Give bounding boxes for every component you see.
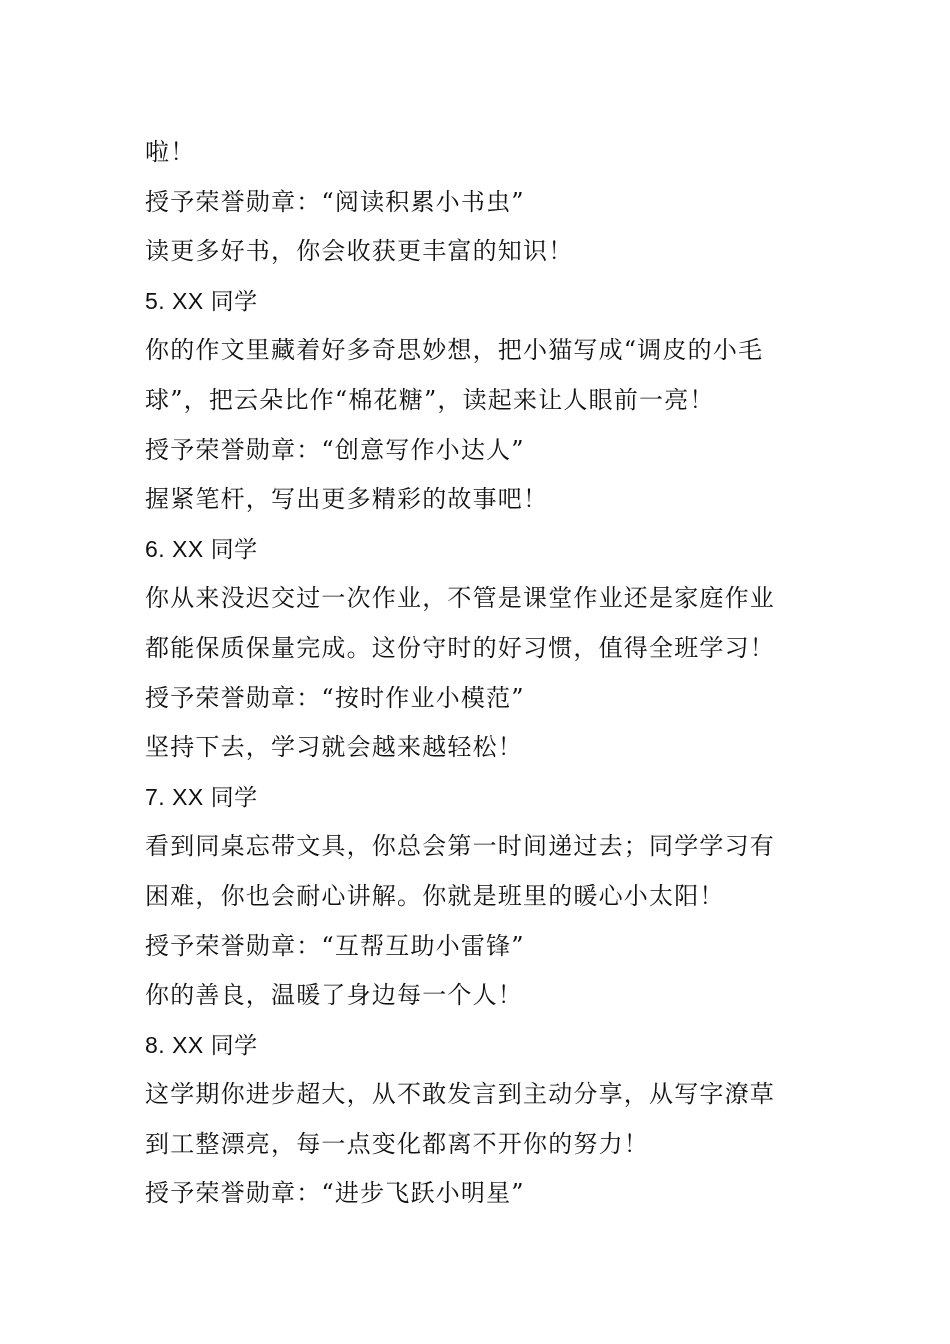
student-heading: 6. XX 同学 xyxy=(145,535,258,562)
paragraph-line: 读更多好书，你会收获更丰富的知识！ xyxy=(145,237,574,266)
student-heading: 8. XX 同学 xyxy=(145,1031,258,1058)
student-heading: 7. XX 同学 xyxy=(145,783,258,810)
medal-award-line: 授予荣誉勋章：“互帮互助小雷锋” xyxy=(145,931,525,960)
medal-award-line: 授予荣誉勋章：“进步飞跃小明星” xyxy=(145,1179,525,1208)
paragraph-line: 这学期你进步超大，从不敢发言到主动分享，从写字潦草 xyxy=(145,1080,775,1109)
paragraph-line: 你从来没迟交过一次作业，不管是课堂作业还是家庭作业 xyxy=(145,584,775,613)
paragraph-line: 握紧笔杆，写出更多精彩的故事吧！ xyxy=(145,485,549,514)
paragraph-line: 坚持下去，学习就会越来越轻松！ xyxy=(145,733,523,762)
paragraph-line: 球”，把云朵比作“棉花糖”，读起来让人眼前一亮！ xyxy=(145,385,715,414)
medal-award-line: 授予荣誉勋章：“阅读积累小书虫” xyxy=(145,187,525,216)
paragraph-line: 到工整漂亮，每一点变化都离不开你的努力！ xyxy=(145,1129,649,1158)
paragraph-line: 都能保质保量完成。这份守时的好习惯，值得全班学习！ xyxy=(145,633,775,662)
medal-award-line: 授予荣誉勋章：“按时作业小模范” xyxy=(145,683,525,712)
paragraph-line: 啦！ xyxy=(145,138,196,166)
paragraph-line: 困难，你也会耐心讲解。你就是班里的暖心小太阳！ xyxy=(145,881,725,910)
paragraph-line: 看到同桌忘带文具，你总会第一时间递过去；同学学习有 xyxy=(145,832,775,861)
paragraph-line: 你的善良，温暖了身边每一个人！ xyxy=(145,981,523,1010)
paragraph-line: 你的作文里藏着好多奇思妙想，把小猫写成“调皮的小毛 xyxy=(145,336,764,365)
document-page xyxy=(145,128,825,1219)
student-heading: 5. XX 同学 xyxy=(145,287,258,314)
medal-award-line: 授予荣誉勋章：“创意写作小达人” xyxy=(145,435,525,464)
